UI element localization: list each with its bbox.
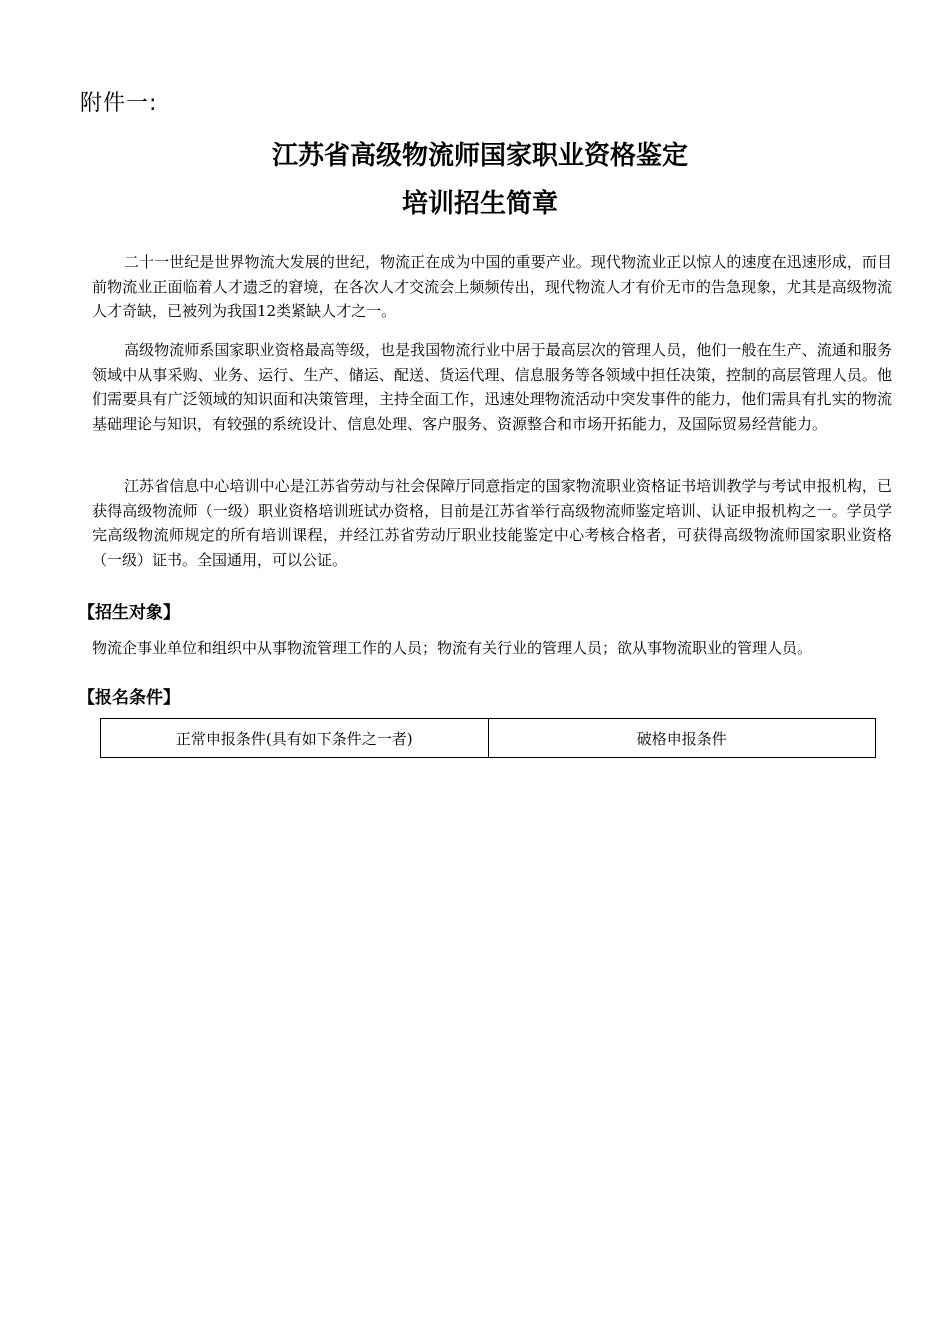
- requirements-table: [100, 718, 876, 758]
- training-center-paragraph: 江苏省信息中心培训中心是江苏省劳动与社会保障厅同意指定的国家物流职业资格证书培训教学与考试申报机构，已获得高级物流师（一级）职业资格培训班试办资格，目前是江苏省举行高级物流师鉴定培训、认证申报机构之一。学员学完高级物流师规定的所有培训课程，并经江苏省劳动厅职业技能鉴定中心考核合格者，可获得高级物流师国家职业资格（一级）证书。全国通用，可以公证。: [92, 477, 892, 569]
- document-title-line1: 江苏省高级物流师国家职业资格鉴定: [271, 141, 688, 171]
- document-title-line2: 培训招生简章: [401, 189, 558, 219]
- section-heading-target: 【招生对象】: [78, 603, 180, 623]
- attachment-label: 附件一:: [80, 91, 158, 116]
- target-audience-text: 物流企事业单位和组织中从事物流管理工作的人员；物流有关行业的管理人员；欲从事物流职业的管理人员。: [92, 639, 813, 657]
- section-heading-requirements: 【报名条件】: [78, 688, 180, 708]
- intro-paragraph: 二十一世纪是世界物流大发展的世纪，物流正在成为中国的重要产业。现代物流业正以惊人的速度在迅速形成，而目前物流业正面临着人才遗乏的窘境，在各次人才交流会上频频传出，现代物流人才有价无市的告急现象，尤其是高级物流人才奇缺，已被列为我国12类紧缺人才之一。: [92, 253, 892, 321]
- senior-logistician-paragraph: 高级物流师系国家职业资格最高等级，也是我国物流行业中居于最高层次的管理人员，他们一般在生产、流通和服务领域中从事采购、业务、运行、生产、储运、配送、货运代理、信息服务等各领域中担任决策，控制的高层管理人员。他们需要具有广泛领域的知识面和决策管理，主持全面工作，迅速处理物流活动中突发事件的能力，他们需具有扎实的物流基础理论与知识，有较强的系统设计、信息处理、客户服务、资源整合和市场开拓能力，及国际贸易经营能力。: [92, 341, 892, 433]
- table-header-exceptional: 破格申报条件: [488, 719, 876, 758]
- table-header-normal: 正常申报条件(具有如下条件之一者): [101, 719, 489, 758]
- table-header-row: [101, 719, 876, 758]
